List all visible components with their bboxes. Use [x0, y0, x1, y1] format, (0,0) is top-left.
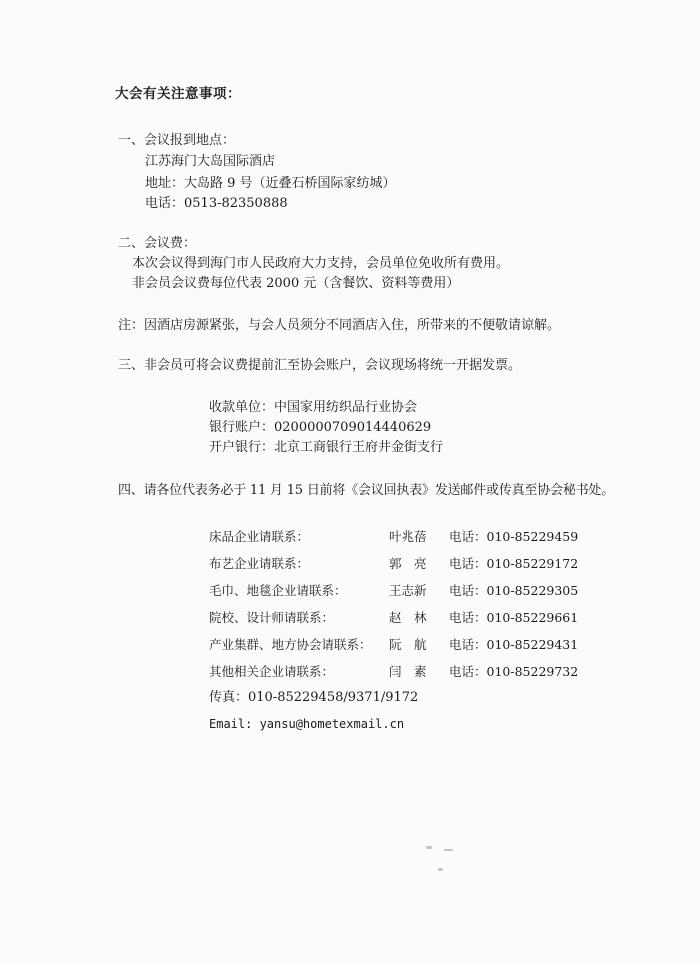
contact-person: 阮 航	[389, 637, 427, 652]
contact-phone: 电话：010-85229732	[449, 664, 579, 679]
contact-dept: 其他相关企业请联系：	[209, 664, 335, 679]
contact-person: 王志新	[389, 583, 427, 598]
section3-heading: 三、非会员可将会议费提前汇至协会账户，会议现场将统一开据发票。	[118, 358, 522, 373]
contact-phone: 电话：010-85229661	[449, 610, 579, 625]
contact-dept: 院校、设计师请联系：	[209, 610, 335, 625]
scan-speck	[426, 846, 432, 849]
contact-person: 赵 林	[389, 610, 427, 625]
contact-person: 郭 亮	[389, 556, 427, 571]
section1-heading: 一、会议报到地点：	[118, 133, 236, 148]
lodging-note: 注：因酒店房源紧张，与会人员须分不同酒店入住，所带来的不便敬请谅解。	[118, 318, 561, 333]
section4-heading: 四、请各位代表务必于 11 月 15 日前将《会议回执表》发送邮件或传真至协会秘书处。	[118, 483, 615, 498]
contact-dept: 床品企业请联系：	[209, 529, 310, 544]
nonmember-fee: 非会员会议费每位代表 2000 元（含餐饮、资料等费用）	[132, 276, 460, 291]
contact-person: 叶兆蓓	[389, 529, 427, 544]
scan-speck	[444, 849, 453, 851]
bank-account: 银行账户：0200000709014440629	[209, 420, 432, 435]
section2-heading: 二、会议费：	[118, 236, 197, 251]
hotel-name: 江苏海门大岛国际酒店	[145, 154, 276, 169]
scan-speck	[438, 868, 443, 871]
contact-phone: 电话：010-85229305	[449, 583, 579, 598]
contact-person: 闫 素	[389, 664, 427, 679]
hotel-address: 地址：大岛路 9 号（近叠石桥国际家纺城）	[145, 176, 396, 191]
hotel-phone: 电话：0513-82350888	[145, 196, 288, 211]
member-fee-note: 本次会议得到海门市人民政府大力支持，会员单位免收所有费用。	[132, 256, 510, 271]
contact-dept: 产业集群、地方协会请联系：	[209, 637, 372, 652]
contact-dept: 布艺企业请联系：	[209, 556, 310, 571]
contact-phone: 电话：010-85229172	[449, 556, 579, 571]
contact-dept: 毛巾、地毯企业请联系：	[209, 583, 347, 598]
fax-line: 传真：010-85229458/9371/9172	[209, 690, 419, 705]
payee: 收款单位：中国家用纺织品行业协会	[209, 400, 418, 415]
contact-phone: 电话：010-85229459	[449, 529, 579, 544]
email-line: Email: yansu@hometexmail.cn	[209, 717, 405, 731]
contact-phone: 电话：010-85229431	[449, 637, 579, 652]
bank-name: 开户银行：北京工商银行王府井金街支行	[209, 440, 444, 455]
page-title: 大会有关注意事项：	[115, 86, 241, 102]
